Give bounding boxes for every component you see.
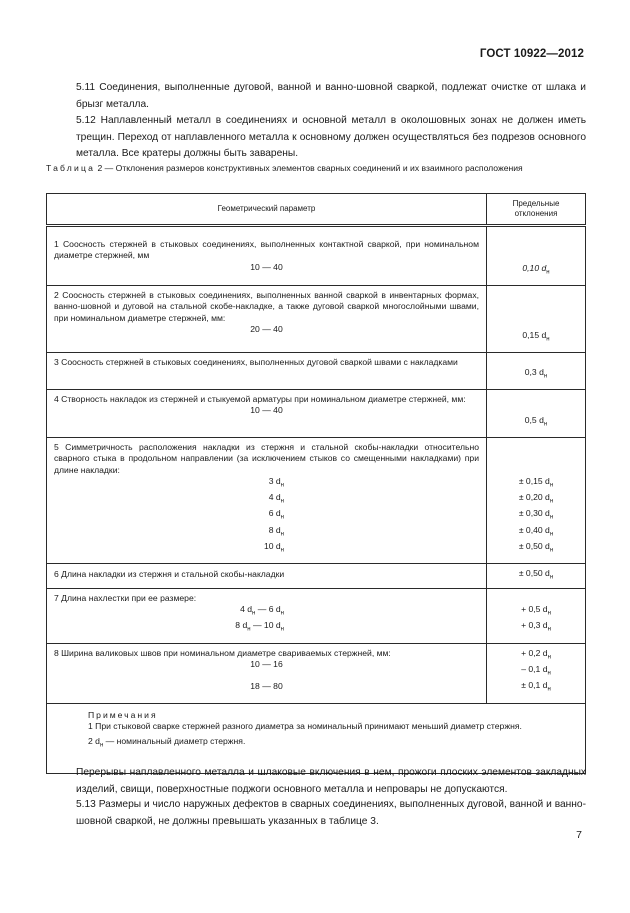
note-2-text: — номинальный диаметр стержня.	[103, 736, 246, 747]
param-cell	[47, 643, 487, 703]
value-text: + 0,2 d	[521, 648, 548, 659]
standard-header: ГОСТ 10922—2012	[479, 48, 584, 60]
length-sub: н	[280, 482, 284, 489]
value-item	[487, 508, 585, 524]
length-value: 10 d	[263, 540, 281, 551]
param-text: 8 Ширина валиковых швов при номинальном диаметре свариваемых стержней, мм:	[54, 647, 391, 658]
length-value: 8 d	[268, 524, 281, 535]
value-text: 0,3 d	[524, 366, 544, 377]
col-header-parameter: Геометрический параметр	[47, 194, 487, 226]
lap-from: 4 d	[240, 604, 253, 615]
value-text: + 0,3 d	[521, 620, 548, 631]
value-sub: н	[549, 574, 554, 581]
table-caption	[46, 162, 586, 174]
col-header-deviation-line2: отклонения	[514, 209, 558, 218]
note-2-symbol: 2 d	[88, 736, 100, 747]
value-cell	[487, 643, 586, 703]
table-row	[47, 643, 586, 703]
length-sub: н	[280, 531, 284, 538]
value-cell	[487, 226, 586, 286]
param-cell	[47, 226, 487, 286]
param-range: 10 — 40	[250, 261, 283, 272]
value-cell	[487, 438, 586, 564]
param-text: 2 Соосность стержней в стыковых соединениях, выполненных ванной сваркой в инвентарных формах, ванно-шовной и дуговой на стальной скобе-накладке, а также дуговой сваркой многослойными швами, при номинальном диаметре стержней, мм:	[54, 290, 479, 323]
value-sub: н	[543, 373, 548, 380]
value-item	[487, 604, 585, 620]
length-item	[54, 541, 284, 557]
paragraph-5-11	[46, 80, 586, 113]
value-item	[487, 476, 585, 492]
param-cell	[47, 390, 487, 438]
length-value: 6 d	[268, 508, 281, 519]
value-item	[487, 620, 585, 636]
col-header-deviation-line1: Предельные	[512, 199, 560, 208]
table-row	[47, 286, 586, 353]
notes-cell	[47, 703, 586, 773]
value-sub: н	[547, 610, 551, 617]
notes-title: Примечания	[88, 709, 158, 720]
value-item	[487, 680, 585, 696]
param-text: 5 Симметричность расположения накладки из стержня и стальной скобы-накладки относительно сварного стыка в продольном направлении (за исключением стыков со смещенными накладками) при длине накладки:	[54, 442, 479, 475]
param-cell	[47, 588, 487, 643]
lap-sub: н	[252, 610, 256, 617]
length-list	[54, 476, 479, 557]
table-caption-text: 2 — Отклонения размеров конструктивных элементов сварных соединений и их взаимного расположения	[97, 163, 523, 173]
page-number: 7	[576, 829, 582, 841]
paragraph-5-12	[46, 113, 586, 163]
param-range: 10 — 16	[250, 658, 283, 669]
value-item	[487, 525, 585, 541]
length-item	[54, 525, 284, 541]
value-sub: н	[549, 515, 554, 522]
value-text: + 0,5 d	[521, 604, 548, 615]
paragraph-breaks	[46, 765, 586, 798]
length-value: 4 d	[268, 492, 281, 503]
param-cell	[47, 353, 487, 390]
param-text: 3 Соосность стержней в стыковых соединениях, выполненных дуговой сваркой швами с накладками	[54, 357, 458, 367]
table-caption-word: Таблица	[46, 163, 96, 173]
value-sub: н	[549, 547, 554, 554]
param-cell	[47, 438, 487, 564]
value-text: ± 0,50 d	[518, 540, 550, 551]
note-2-sub: н	[99, 743, 104, 750]
value-cell	[487, 588, 586, 643]
deviation-table	[46, 193, 586, 774]
length-value: 3 d	[268, 476, 281, 487]
table-notes-row	[47, 703, 586, 773]
paragraph-5-13	[46, 797, 586, 830]
value-text: ± 0,50 d	[518, 567, 550, 578]
lap-range-list	[54, 604, 479, 636]
table-row	[47, 353, 586, 390]
param-range: 20 — 40	[250, 324, 283, 335]
value-cell	[487, 353, 586, 390]
value-sub: н	[549, 482, 554, 489]
value-text: ± 0,15 d	[518, 476, 550, 487]
value-sub: н	[549, 499, 554, 506]
param-cell	[47, 286, 487, 353]
table-row	[47, 438, 586, 564]
param-cell	[47, 563, 487, 588]
value-sub: н	[547, 687, 551, 694]
lap-to: — 10 d	[250, 620, 281, 631]
value-cell	[487, 390, 586, 438]
note-2	[54, 736, 578, 752]
paragraph-5-12-text: 5.12 Наплавленный металл в соединениях и основной металл в околошовных зонах не должен иметь трещин. Переход от наплавленного металла к основному должен осуществляться без подрезов основного металла. Все кратеры должны быть заварены.	[76, 115, 586, 159]
length-sub: н	[280, 499, 284, 506]
table-row	[47, 588, 586, 643]
col-header-deviation	[487, 194, 586, 226]
value-item	[487, 648, 585, 664]
value-text: – 0,1 d	[521, 664, 548, 675]
lap-sub: н	[280, 627, 284, 634]
value-cell	[487, 286, 586, 353]
param-text: 4 Створность накладок из стержней и стыкуемой арматуры при номинальном диаметре стержней, мм:	[54, 394, 466, 404]
table-row	[47, 563, 586, 588]
param-range: 10 — 40	[250, 405, 283, 416]
value-sub: н	[549, 531, 554, 538]
lap-from: 8 d	[235, 620, 248, 631]
length-sub: н	[280, 515, 284, 522]
table-row	[47, 390, 586, 438]
value-sub: н	[546, 336, 550, 343]
length-item	[54, 492, 284, 508]
value-sub: н	[547, 654, 551, 661]
table-header-row	[47, 194, 586, 226]
lap-sub: н	[247, 627, 251, 634]
paragraph-breaks-text: Перерывы наплавленного металла и шлаковые включения в нем, прожоги плоских элементов закладных изделий, свищи, поверхностные поджоги основного металла и непровары не допускаются.	[76, 767, 586, 795]
note-1: 1 При стыковой сварке стержней разного диаметра за номинальный принимают меньший диаметр стержня.	[88, 720, 522, 731]
value-item	[487, 492, 585, 508]
value-text: ± 0,40 d	[518, 524, 550, 535]
lap-range-item	[54, 620, 284, 636]
value-text: 0,10 d	[522, 262, 547, 273]
lap-range-item	[54, 604, 284, 620]
value-text: ± 0,20 d	[518, 492, 550, 503]
param-text: 1 Соосность стержней в стыковых соединениях, выполненных контактной сваркой, при номинальном диаметре стержней, мм	[54, 239, 479, 261]
value-text: ± 0,30 d	[518, 508, 550, 519]
lap-sub: н	[280, 610, 284, 617]
paragraph-5-13-text: 5.13 Размеры и число наружных дефектов в сварных соединениях, выполненных дуговой, ванной и ванно-шовной сваркой, не должны превышать указанных в таблице 3.	[76, 799, 586, 827]
value-text: ± 0,1 d	[521, 680, 548, 691]
paragraph-5-11-text: 5.11 Соединения, выполненные дуговой, ванной и ванно-шовной сваркой, подлежат очистке от шлака и брызг металла.	[76, 82, 586, 110]
value-sub: н	[543, 421, 548, 428]
value-cell	[487, 563, 586, 588]
value-sub: н	[546, 269, 550, 276]
param-text: 6 Длина накладки из стержня и стальной скобы-накладки	[54, 569, 285, 580]
length-item	[54, 476, 284, 492]
value-text: 0,5 d	[524, 414, 544, 425]
value-sub: н	[547, 670, 551, 677]
length-sub: н	[280, 547, 284, 554]
length-item	[54, 508, 284, 524]
lap-to: — 6 d	[255, 604, 281, 615]
value-sub: н	[547, 627, 551, 634]
param-range: 18 — 80	[250, 681, 283, 692]
value-text: 0,15 d	[522, 329, 547, 340]
value-item	[487, 664, 585, 680]
table-row	[47, 226, 586, 286]
value-item	[487, 541, 585, 557]
param-text: 7 Длина нахлестки при ее размере:	[54, 592, 197, 603]
